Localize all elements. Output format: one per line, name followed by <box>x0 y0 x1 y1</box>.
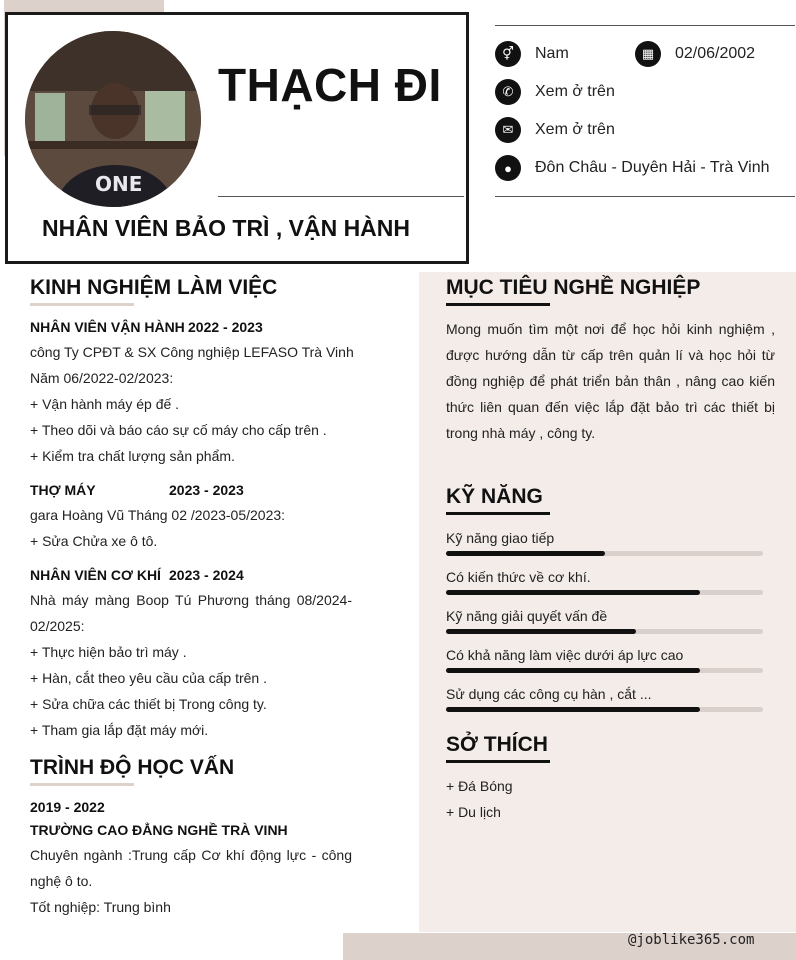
skill-bar-fill <box>446 551 605 556</box>
avatar <box>25 31 201 207</box>
contact-divider-top <box>495 25 795 26</box>
skills-title: KỸ NĂNG <box>446 485 543 508</box>
candidate-position: NHÂN VIÊN BẢO TRÌ , VẬN HÀNH <box>42 215 411 241</box>
skill-bar-fill <box>446 590 700 595</box>
job-3-line: + Thực hiện bảo trì máy . <box>30 644 187 660</box>
svg-text:ONE: ONE <box>95 172 143 196</box>
contact-gender <box>495 41 569 67</box>
job-3-line: + Sửa chữa các thiết bị Trong công ty. <box>30 696 267 712</box>
job-3-line: Nhà máy màng Boop Tú Phương tháng 08/2024-02/2025: <box>30 592 352 634</box>
job-2-line: gara Hoàng Vũ Tháng 02 /2023-05/2023: <box>30 507 286 523</box>
skill-bar-fill <box>446 668 700 673</box>
skill-bar <box>446 590 763 595</box>
job-1-line: Năm 06/2022-02/2023: <box>30 370 174 386</box>
hobbies-title: SỞ THÍCH <box>446 733 548 756</box>
skill-bar-fill <box>446 629 636 634</box>
objective-title: MỤC TIÊU NGHỀ NGHIỆP <box>446 276 701 299</box>
dob-value: 02/06/2002 <box>675 45 756 62</box>
skill-bar <box>446 551 763 556</box>
email-value: Xem ở trên <box>535 121 615 138</box>
calendar-icon: ▦ <box>635 41 661 67</box>
job-1-line: + Vận hành máy ép đế . <box>30 396 180 412</box>
education-period: 2019 - 2022 <box>30 799 105 815</box>
gender-value: Nam <box>535 45 569 62</box>
skill-label: Kỹ năng giải quyết vấn đề <box>446 608 608 624</box>
skill-label: Sử dụng các công cụ hàn , cắt ... <box>446 686 652 702</box>
job-3-line: + Hàn, cắt theo yêu cầu của cấp trên . <box>30 670 267 686</box>
job-2-role: THỢ MÁY <box>30 482 96 498</box>
education-underline <box>30 783 134 786</box>
contact-email <box>495 117 615 143</box>
gender-icon: ⚥ <box>495 41 521 67</box>
avatar-photo <box>25 31 201 207</box>
hobbies-underline <box>446 760 550 763</box>
job-3-role: NHÂN VIÊN CƠ KHÍ <box>30 567 161 583</box>
skill-bar-fill <box>446 707 700 712</box>
job-1-line: + Kiểm tra chất lượng sản phẩm. <box>30 448 235 464</box>
job-2-period: 2023 - 2023 <box>169 482 244 498</box>
education-title: TRÌNH ĐỘ HỌC VẤN <box>30 756 235 779</box>
job-1-role: NHÂN VIÊN VẬN HÀNH <box>30 319 185 335</box>
email-icon: ✉ <box>495 117 521 143</box>
location-pin-icon: ● <box>495 155 521 181</box>
candidate-name: THẠCH ĐI <box>218 59 442 111</box>
contact-address <box>495 155 769 181</box>
header-divider <box>218 196 464 197</box>
education-school: TRƯỜNG CAO ĐẲNG NGHỀ TRÀ VINH <box>30 822 288 838</box>
objective-text: Mong muốn tìm một nơi để học hỏi kinh nghiệm , được hướng dẫn từ cấp trên quản lí và học hỏi từ đồng nghiệp để phát triển bản thân , nâng cao kiến thức liên quan đến việc lắp đặt bảo trì các thiết bị trong nhà máy , công ty. <box>446 321 775 441</box>
skills-underline <box>446 512 550 515</box>
phone-icon: ✆ <box>495 79 521 105</box>
skill-label: Kỹ năng giao tiếp <box>446 530 555 546</box>
address-value: Đôn Châu - Duyên Hải - Trà Vinh <box>535 159 770 176</box>
job-2-line: + Sửa Chửa xe ô tô. <box>30 533 158 549</box>
skill-label: Có kiến thức về cơ khí. <box>446 569 591 585</box>
skill-bar <box>446 707 763 712</box>
education-major: Chuyên ngành :Trung cấp Cơ khí động lực - công nghệ ô to. <box>30 847 352 889</box>
skill-label: Có khả năng làm việc dưới áp lực cao <box>446 647 684 663</box>
watermark: @joblike365.com <box>628 932 755 948</box>
hobby-item: + Du lịch <box>446 804 501 820</box>
skill-bar <box>446 668 763 673</box>
skill-bar <box>446 629 763 634</box>
objective-underline <box>446 303 550 306</box>
contact-phone <box>495 79 615 105</box>
job-1-line: công Ty CPĐT & SX Công nghiệp LEFASO Trà Vinh <box>30 344 354 360</box>
job-3-line: + Tham gia lắp đặt máy mới. <box>30 722 209 738</box>
contact-divider-bottom <box>495 196 795 197</box>
phone-value: Xem ở trên <box>535 83 615 100</box>
experience-title: KINH NGHIỆM LÀM VIỆC <box>30 276 278 299</box>
job-3-period: 2023 - 2024 <box>169 567 244 583</box>
education-graduation: Tốt nghiệp: Trung bình <box>30 899 171 915</box>
job-1-line: + Theo dõi và báo cáo sự cố máy cho cấp trên . <box>30 422 327 438</box>
hobby-item: + Đá Bóng <box>446 778 513 794</box>
job-1-period: 2022 - 2023 <box>188 319 263 335</box>
contact-dob <box>635 41 755 67</box>
experience-underline <box>30 303 134 306</box>
